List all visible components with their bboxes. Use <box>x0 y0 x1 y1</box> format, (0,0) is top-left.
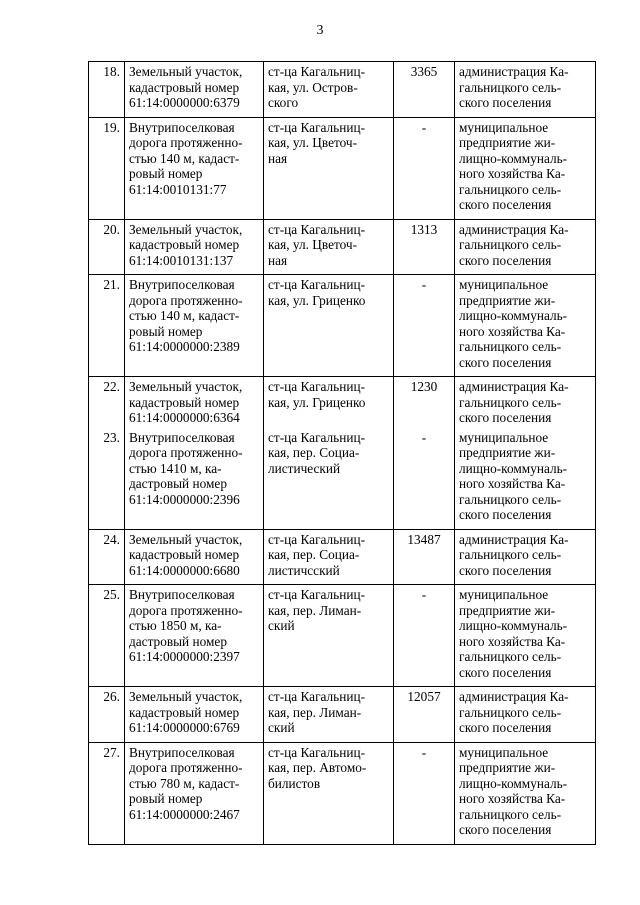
row-number-cell: 19. <box>89 117 125 219</box>
object-description-cell-line: дорога протяженно- <box>129 292 243 308</box>
holder-cell <box>455 377 596 428</box>
holder-cell <box>455 275 596 377</box>
table-row <box>89 275 596 377</box>
address-cell-line: ский <box>268 720 295 735</box>
holder-cell-line: ского поселения <box>459 507 552 522</box>
area-cell: - <box>394 742 455 844</box>
address-cell-line: кая, пер. Автомо- <box>268 760 367 775</box>
holder-cell-line: ского поселения <box>459 664 552 680</box>
address-cell-line: кая, пер. Социа- <box>268 547 360 562</box>
object-description-cell-line: кадастровый номер <box>129 79 240 95</box>
address-cell-line: ная <box>268 252 288 268</box>
object-description-cell-line: 61:14:0000000:6769 <box>129 720 240 735</box>
table-row <box>89 742 596 844</box>
object-description-cell-line: стью 1410 м, ка- <box>129 460 222 476</box>
object-description-cell <box>125 529 264 585</box>
object-description-cell-line: Земельный участок, <box>129 689 243 704</box>
object-description-cell <box>125 687 264 743</box>
object-description-cell-line: стью 1850 м, ка- <box>129 618 222 633</box>
address-cell <box>264 62 394 118</box>
address-cell-line: листический <box>268 460 341 476</box>
object-description-cell-line: Внутрипоселковая <box>129 429 235 445</box>
holder-cell-line: ного хозяйства Ка- <box>459 791 566 806</box>
address-cell-line: ст-ца Кагальниц- <box>268 744 366 760</box>
registry-body <box>89 62 596 845</box>
object-description-cell-line: 61:14:0010131:77 <box>129 181 227 197</box>
holder-cell-line: администрация Ка- <box>459 221 569 237</box>
object-description-cell-line: дорога протяженно- <box>129 135 243 150</box>
holder-cell-line: ского поселения <box>459 95 552 110</box>
address-cell-line: ского <box>268 95 299 110</box>
address-cell <box>264 377 394 428</box>
holder-cell-line: муниципальное <box>459 744 549 760</box>
holder-cell-line: ного хозяйства Ка- <box>459 476 566 491</box>
row-number-cell: 26. <box>89 687 125 743</box>
holder-cell <box>455 529 596 585</box>
address-cell-line: ст-ца Кагальниц- <box>268 64 366 79</box>
address-cell-line: ст-ца Кагальниц- <box>268 221 366 237</box>
address-cell-line: ст-ца Кагальниц- <box>268 119 366 135</box>
table-row <box>89 529 596 585</box>
area-cell: - <box>394 117 455 219</box>
address-cell <box>264 275 394 377</box>
row-number-cell: 18. <box>89 62 125 118</box>
object-description-cell-line: ровый номер <box>129 323 203 339</box>
property-registry-table <box>88 61 596 845</box>
row-number-cell: 27. <box>89 742 125 844</box>
table-row <box>89 585 596 687</box>
holder-cell-line: гальницкого сель- <box>459 547 562 562</box>
table-row <box>89 428 596 530</box>
holder-cell-line: лищно-коммуналь- <box>459 775 568 791</box>
object-description-cell-line: Земельный участок, <box>129 64 243 79</box>
holder-cell-line: администрация Ка- <box>459 379 569 394</box>
holder-cell-line: ского поселения <box>459 562 552 578</box>
holder-cell-line: гальницкого сель- <box>459 806 562 822</box>
area-cell: - <box>394 585 455 687</box>
object-description-cell-line: 61:14:0000000:2396 <box>129 491 240 507</box>
holder-cell-line: гальницкого сель- <box>459 237 562 252</box>
object-description-cell-line: стью 780 м, кадаст- <box>129 775 240 791</box>
holder-cell-line: муниципальное <box>459 587 549 602</box>
address-cell-line: ная <box>268 150 288 166</box>
object-description-cell-line: 61:14:0000000:2389 <box>129 339 240 354</box>
address-cell-line: кая, ул. Гриценко <box>268 292 366 308</box>
holder-cell-line: гальницкого сель- <box>459 704 562 720</box>
holder-cell-line: гальницкого сель- <box>459 491 562 507</box>
object-description-cell-line: дастровый номер <box>129 476 227 491</box>
holder-cell-line: ного хозяйства Ка- <box>459 323 566 339</box>
object-description-cell-line: Внутрипоселковая <box>129 587 235 602</box>
holder-cell <box>455 585 596 687</box>
holder-cell-line: ского поселения <box>459 252 552 268</box>
object-description-cell <box>125 117 264 219</box>
holder-cell-line: муниципальное <box>459 277 549 292</box>
object-description-cell-line: дорога протяженно- <box>129 602 243 618</box>
holder-cell <box>455 428 596 530</box>
holder-cell-line: лищно-коммуналь- <box>459 150 568 166</box>
object-description-cell-line: 61:14:0000000:6364 <box>129 410 240 425</box>
object-description-cell <box>125 275 264 377</box>
address-cell <box>264 687 394 743</box>
object-description-cell-line: ровый номер <box>129 791 203 806</box>
object-description-cell-line: Внутрипоселковая <box>129 277 235 292</box>
address-cell-line: кая, ул. Цветоч- <box>268 237 358 252</box>
address-cell <box>264 742 394 844</box>
holder-cell-line: предприятие жи- <box>459 292 556 308</box>
row-number-cell: 22. <box>89 377 125 428</box>
address-cell-line: листичсский <box>268 562 340 578</box>
area-cell: 1230 <box>394 377 455 428</box>
holder-cell-line: администрация Ка- <box>459 64 569 79</box>
object-description-cell <box>125 742 264 844</box>
object-description-cell-line: 61:14:0000000:6680 <box>129 562 240 578</box>
address-cell-line: кая, пер. Лиман- <box>268 602 362 618</box>
holder-cell-line: ного хозяйства Ка- <box>459 166 566 181</box>
area-cell: 12057 <box>394 687 455 743</box>
object-description-cell-line: 61:14:0000000:2467 <box>129 806 240 822</box>
holder-cell <box>455 62 596 118</box>
object-description-cell-line: 61:14:0000000:2397 <box>129 649 240 664</box>
address-cell <box>264 585 394 687</box>
object-description-cell-line: дастровый номер <box>129 633 227 649</box>
area-cell: 13487 <box>394 529 455 585</box>
table-row <box>89 687 596 743</box>
page-number: 3 <box>316 23 324 38</box>
object-description-cell-line: кадастровый номер <box>129 547 240 562</box>
address-cell-line: кая, пер. Социа- <box>268 445 360 460</box>
holder-cell-line: администрация Ка- <box>459 689 569 704</box>
address-cell-line: ский <box>268 618 295 633</box>
object-description-cell-line: Земельный участок, <box>129 531 243 547</box>
address-cell-line: ст-ца Кагальниц- <box>268 531 366 547</box>
object-description-cell <box>125 585 264 687</box>
object-description-cell-line: дорога протяженно- <box>129 760 243 775</box>
address-cell-line: кая, ул. Гриценко <box>268 394 366 410</box>
holder-cell-line: ского поселения <box>459 197 552 212</box>
holder-cell-line: гальницкого сель- <box>459 79 562 95</box>
table-row <box>89 377 596 428</box>
object-description-cell <box>125 377 264 428</box>
address-cell-line: ст-ца Кагальниц- <box>268 429 366 445</box>
holder-cell-line: лищно-коммуналь- <box>459 308 568 323</box>
address-cell-line: ст-ца Кагальниц- <box>268 277 366 292</box>
object-description-cell-line: кадастровый номер <box>129 704 240 720</box>
holder-cell-line: муниципальное <box>459 119 549 135</box>
holder-cell <box>455 117 596 219</box>
object-description-cell <box>125 219 264 275</box>
holder-cell-line: ского поселения <box>459 410 552 425</box>
holder-cell-line: предприятие жи- <box>459 135 556 150</box>
object-description-cell-line: 61:14:0010131:137 <box>129 252 234 268</box>
object-description-cell-line: стью 140 м, кадаст- <box>129 308 240 323</box>
holder-cell-line: предприятие жи- <box>459 445 556 460</box>
address-cell <box>264 529 394 585</box>
holder-cell-line: ского поселения <box>459 822 552 837</box>
row-number-cell: 25. <box>89 585 125 687</box>
object-description-cell-line: Земельный участок, <box>129 221 243 237</box>
holder-cell-line: муниципальное <box>459 429 549 445</box>
object-description-cell-line: ровый номер <box>129 166 203 181</box>
holder-cell <box>455 219 596 275</box>
address-cell-line: кая, пер. Лиман- <box>268 704 362 720</box>
address-cell-line: ст-ца Кагальниц- <box>268 587 366 602</box>
holder-cell-line: гальницкого сель- <box>459 394 562 410</box>
row-number-cell: 24. <box>89 529 125 585</box>
holder-cell-line: ского поселения <box>459 720 552 735</box>
holder-cell-line: ского поселения <box>459 354 552 370</box>
holder-cell-line: ного хозяйства Ка- <box>459 633 566 649</box>
object-description-cell <box>125 62 264 118</box>
object-description-cell-line: Внутрипоселковая <box>129 744 235 760</box>
holder-cell <box>455 687 596 743</box>
object-description-cell-line: 61:14:0000000:6379 <box>129 95 240 110</box>
holder-cell <box>455 742 596 844</box>
object-description-cell-line: дорога протяженно- <box>129 445 243 460</box>
address-cell <box>264 117 394 219</box>
address-cell-line: кая, ул. Цветоч- <box>268 135 358 150</box>
holder-cell-line: предприятие жи- <box>459 760 556 775</box>
address-cell-line: ст-ца Кагальниц- <box>268 689 366 704</box>
area-cell: 1313 <box>394 219 455 275</box>
holder-cell-line: гальницкого сель- <box>459 649 562 664</box>
object-description-cell-line: стью 140 м, кадаст- <box>129 150 240 166</box>
object-description-cell-line: кадастровый номер <box>129 394 240 410</box>
address-cell <box>264 219 394 275</box>
holder-cell-line: администрация Ка- <box>459 531 569 547</box>
object-description-cell-line: кадастровый номер <box>129 237 240 252</box>
area-cell: - <box>394 428 455 530</box>
holder-cell-line: лищно-коммуналь- <box>459 618 568 633</box>
address-cell-line: билистов <box>268 775 321 791</box>
object-description-cell-line: Земельный участок, <box>129 379 243 394</box>
holder-cell-line: лищно-коммуналь- <box>459 460 568 476</box>
object-description-cell <box>125 428 264 530</box>
area-cell: 3365 <box>394 62 455 118</box>
row-number-cell: 20. <box>89 219 125 275</box>
row-number-cell: 21. <box>89 275 125 377</box>
object-description-cell-line: Внутрипоселковая <box>129 119 235 135</box>
address-cell-line: ст-ца Кагальниц- <box>268 379 366 394</box>
address-cell <box>264 428 394 530</box>
table-row <box>89 117 596 219</box>
holder-cell-line: гальницкого сель- <box>459 181 562 197</box>
table-row <box>89 219 596 275</box>
table-row <box>89 62 596 118</box>
address-cell-line: кая, ул. Остров- <box>268 79 358 95</box>
area-cell: - <box>394 275 455 377</box>
row-number-cell: 23. <box>89 428 125 530</box>
holder-cell-line: предприятие жи- <box>459 602 556 618</box>
holder-cell-line: гальницкого сель- <box>459 339 562 354</box>
